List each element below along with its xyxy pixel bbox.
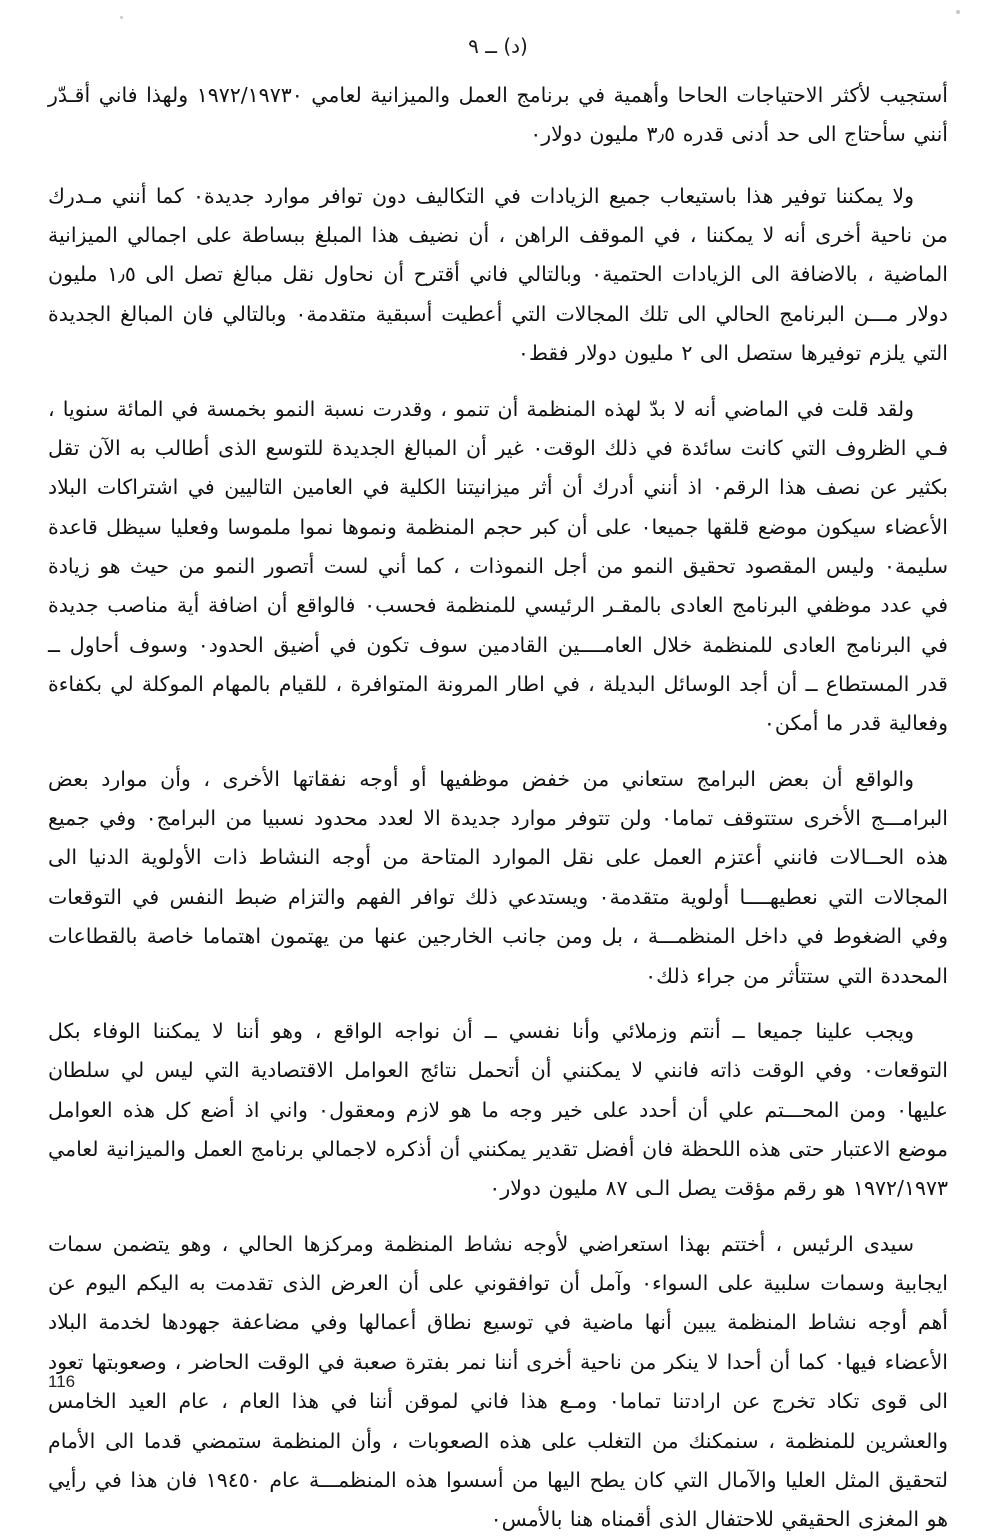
- paragraph: ولقد قلت في الماضي أنه لا بدّ لهذه المنظمة أن تنمو ، وقدرت نسبة النمو بخمسة في المائة سنويا ، فـي الظروف التي كانت سائدة في ذلك الوقت٠ غير أن المبالغ الجديدة للتوسع الذى أطالب به الآن تقل بكثير عن نصف هذا الرقم٠ اذ أنني أدرك أن أثر ميزانيتنا الكلية في العامين التاليين في اشتراكات البلاد الأعضاء سيكون موضع قلقها جميعا٠ على أن كبر حجم المنظمة ونموها نموا ملموسا وفعليا سيظل قاعدة سليمة٠ وليس المقصود تحقيق النمو من أجل النموذات ، كما أني لست أتصور النمو من حيث هو زيادة في عدد موظفي البرنامج العادى بالمقـر الرئيسي للمنظمة فحسب٠ فالواقع أن اضافة أية مناصب جديدة في البرنامج العادى للمنظمة خلال العامــــين القادمين سوف تكون في أضيق الحدود٠ وسوف أحاول ــ قدر المستطاع ــ أن أجد الوسائل البديلة ، في اطار المرونة المتوافرة ، للقيام بالمهام الموكلة لي بكفاءة وفعالية قدر ما أمكن٠: [48, 396, 949, 736]
- page-number: 116: [48, 1372, 76, 1391]
- paragraph: سيدى الرئيس ، أختتم بهذا استعراضي لأوجه نشاط المنظمة ومركزها الحالي ، وهو يتضمن سمات ايجابية وسمات سلبية على السواء٠ وآمل أن توافقوني على أن العرض الذى تقدمت به اليكم اليوم عن أهم أوجه نشاط المنظمة يبين أنها ماضية في توسيع نطاق أعمالها وفي مضاعفة جهودها لخدمة البلاد الأعضاء فيها٠ كما أن أحدا لا ينكر من ناحية أخرى أننا نمر بفترة صعبة في الوقت الحاضر ، وصعوبتها تعود الى قوى تكاد تخرج عن ارادتنا تماما٠ ومـع هذا فاني لموقن أننا في هذا العام ، عام العيد الخامس والعشرين للمنظمة ، سنمكنك من التغلب على هذه الصعوبات ، وأن المنظمة ستمضي قدما الى الأمام لتحقيق المثل العليا والآمال التي كان يطح اليها من أسسوا هذه المنظمـــة عام ١٩٤٥٠ فان هذا في رأيي هو المغزى الحقيقي للاحتفال الذى أقمناه هنا بالأمس٠: [48, 1231, 948, 1532]
- scan-speck: [120, 16, 123, 19]
- document-body: [48, 76, 948, 1540]
- paragraph: والواقع أن بعض البرامج ستعاني من خفض موظفيها أو أوجه نفقاتها الأخرى ، وأن موارد بعض البرامـــج الأخرى ستتوقف تماما٠ ولن تتوفر موارد جديدة الا لعدد محدود نسبيا من البرامج٠ وفي جميع هذه الحــالات فانني أعتزم العمل على نقل الموارد المتاحة من أوجه النشاط ذات الأولوية الدنيا الى المجالات التي نعطيهــــا أولوية متقدمة٠ ويستدعي ذلك توافر الفهم والتزام ضبط النفس في التوقعات وفي الضغوط في داخل المنظمـــة ، بل ومن جانب الخارجين عنها من يهتمون اهتماما خاصة بالقطاعات المحددة التي ستتأثر من جراء ذلك٠: [48, 766, 948, 988]
- paragraph: ويجب علينا جميعا ــ أنتم وزملائي وأنا نفسي ــ أن نواجه الواقع ، وهو أننا لا يمكننا الوفاء بكل التوقعات٠ وفي الوقت ذاته فانني لا يمكنني أن أتحمل نتائج العوامل الاقتصادية التي ليس لي سلطان عليها٠ ومن المحـــتم علي أن أحدد على خير وجه ما هو لازم ومعقول٠ واني اذ أضع كل هذه العوامل موضع الاعتبار حتى هذه اللحظة فان أفضل تقدير يمكنني أن أذكره لاجمالي برنامج العمل والميزانية لعامي ١٩٧٢/١٩٧٣ هو رقم مؤقت يصل الـى ٨٧ مليون دولار٠: [48, 1018, 949, 1201]
- scan-speck: [956, 10, 960, 14]
- paragraph: أستجيب لأكثر الاحتياجات الحاحا وأهمية في برنامج العمل والميزانية لعامي ١٩٧٢/١٩٧٣٠ ولهذا فاني أقـدّر أنني سأحتاج الى حد أدنى قدره ٣٫٥ مليون دولار٠: [48, 83, 948, 147]
- paragraph: ولا يمكننا توفير هذا باستيعاب جميع الزيادات في التكاليف دون توافر موارد جديدة٠ كما أنني مـدرك من ناحية أخرى أنه لا يمكننا ، في الموقف الراهن ، أن نضيف هذا المبلغ ببساطة على اجمالي الميزانية الماضية ، بالاضافة الى الزيادات الحتمية٠ وبالتالي فاني أقترح أن نحاول نقل مبالغ تصل الى ١٫٥ مليون دولار مـــن البرنامج الحالي الى تلك المجالات التي أعطيت أسبقية متقدمة٠ وبالتالي فان المبالغ الجديدة التي يلزم توفيرها ستصل الى ٢ مليون دولار فقط٠: [48, 183, 948, 366]
- page-header-label: (د) ــ ٩: [468, 34, 528, 58]
